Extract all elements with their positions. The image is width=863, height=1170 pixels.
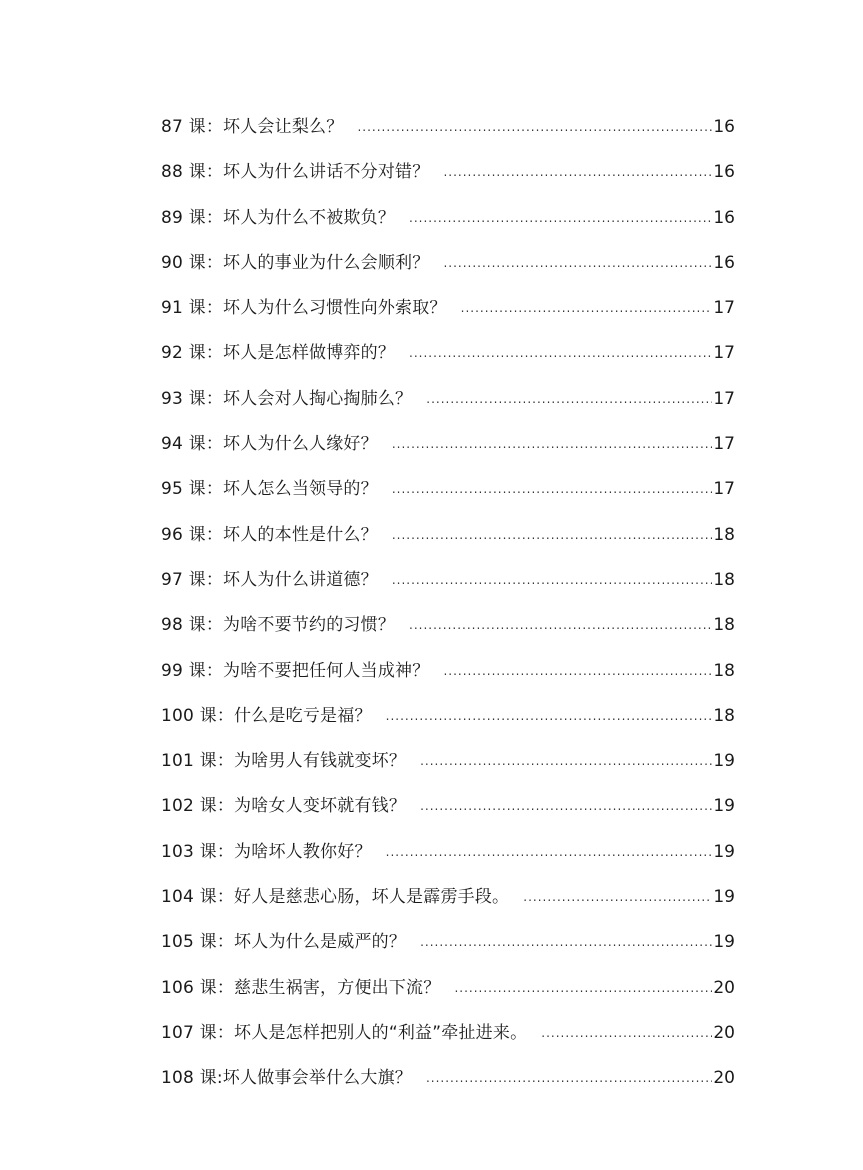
toc-dot-leader bbox=[426, 385, 712, 413]
toc-entry-title: 94 课：坏人为什么人缘好？ bbox=[161, 434, 378, 455]
toc-page-number: 17 bbox=[713, 479, 735, 500]
toc-page-number: 19 bbox=[713, 932, 735, 953]
toc-dot-leader bbox=[420, 792, 712, 820]
toc-dot-leader bbox=[386, 702, 713, 730]
toc-entry-title: 96 课：坏人的本性是什么？ bbox=[161, 524, 378, 545]
table-of-contents bbox=[161, 113, 735, 1110]
toc-entry-title: 98 课：为啥不要节约的习惯？ bbox=[161, 615, 396, 636]
toc-dot-leader bbox=[409, 611, 712, 639]
toc-dot-leader bbox=[443, 657, 712, 685]
toc-page-number: 18 bbox=[713, 660, 735, 681]
toc-entry-title: 103 课：为啥坏人教你好？ bbox=[161, 841, 372, 862]
toc-entry[interactable] bbox=[161, 521, 735, 566]
toc-page-number: 16 bbox=[713, 117, 735, 137]
toc-page-number: 18 bbox=[713, 569, 735, 590]
toc-page-number: 17 bbox=[713, 343, 735, 364]
toc-entry[interactable] bbox=[161, 657, 735, 702]
toc-entry-title: 92 课：坏人是怎样做博弈的？ bbox=[161, 343, 396, 364]
toc-dot-leader bbox=[409, 204, 712, 232]
toc-entry-title: 102 课：为啥女人变坏就有钱？ bbox=[161, 796, 407, 817]
toc-entry-title: 90 课：坏人的事业为什么会顺利？ bbox=[161, 252, 430, 273]
toc-page-number: 20 bbox=[713, 1022, 735, 1043]
toc-page-number: 16 bbox=[713, 252, 735, 273]
toc-entry[interactable] bbox=[161, 883, 735, 928]
toc-page-number: 18 bbox=[713, 524, 735, 545]
toc-dot-leader bbox=[461, 294, 713, 322]
toc-page-number: 20 bbox=[713, 977, 735, 998]
toc-entry[interactable] bbox=[161, 792, 735, 837]
toc-entry[interactable] bbox=[161, 1019, 735, 1064]
toc-dot-leader bbox=[409, 339, 712, 367]
toc-entry[interactable] bbox=[161, 385, 735, 430]
toc-page-number: 16 bbox=[713, 207, 735, 228]
toc-page-number: 18 bbox=[713, 705, 735, 726]
toc-entry-title: 91 课：坏人为什么习惯性向外索取？ bbox=[161, 298, 447, 319]
toc-entry-title: 97 课：坏人为什么讲道德？ bbox=[161, 569, 378, 590]
toc-entry[interactable] bbox=[161, 566, 735, 611]
toc-dot-leader bbox=[443, 158, 712, 186]
toc-dot-leader bbox=[426, 1064, 712, 1092]
toc-entry[interactable] bbox=[161, 611, 735, 656]
toc-entry[interactable] bbox=[161, 339, 735, 384]
toc-entry-title: 100 课：什么是吃亏是福？ bbox=[161, 705, 372, 726]
toc-entry[interactable] bbox=[161, 475, 735, 520]
toc-page-number: 17 bbox=[713, 388, 735, 409]
toc-entry-title: 88 课：坏人为什么讲话不分对错？ bbox=[161, 162, 430, 183]
toc-entry[interactable] bbox=[161, 1064, 735, 1109]
toc-dot-leader bbox=[420, 928, 712, 956]
toc-entry-title: 104 课：好人是慈悲心肠，坏人是霹雳手段。 bbox=[161, 887, 510, 908]
toc-dot-leader bbox=[454, 974, 712, 1002]
toc-entry-title: 107 课：坏人是怎样把别人的“利益”牵扯进来。 bbox=[161, 1022, 528, 1043]
toc-entry-title: 105 课：坏人为什么是威严的？ bbox=[161, 932, 407, 953]
toc-page-number: 20 bbox=[713, 1068, 735, 1089]
toc-page-number: 16 bbox=[713, 162, 735, 183]
toc-page-number: 19 bbox=[713, 751, 735, 772]
toc-entry-title: 95 课：坏人怎么当领导的？ bbox=[161, 479, 378, 500]
toc-page-number: 19 bbox=[713, 887, 735, 908]
toc-entry-title: 89 课：坏人为什么不被欺负？ bbox=[161, 207, 396, 228]
toc-page-number: 17 bbox=[713, 298, 735, 319]
toc-entry[interactable] bbox=[161, 294, 735, 339]
toc-entry-title: 106 课：慈悲生祸害，方便出下流？ bbox=[161, 977, 441, 998]
toc-entry-title: 87 课：坏人会让梨么？ bbox=[161, 117, 344, 137]
toc-entry[interactable] bbox=[161, 430, 735, 475]
toc-entry[interactable] bbox=[161, 204, 735, 249]
toc-dot-leader bbox=[443, 249, 712, 277]
toc-entry-title: 93 课：坏人会对人掏心掏肺么？ bbox=[161, 388, 413, 409]
toc-entry[interactable] bbox=[161, 838, 735, 883]
toc-page-number: 19 bbox=[713, 796, 735, 817]
toc-dot-leader bbox=[392, 475, 713, 503]
toc-dot-leader bbox=[523, 883, 712, 911]
toc-entry[interactable] bbox=[161, 113, 735, 158]
toc-entry[interactable] bbox=[161, 158, 735, 203]
toc-dot-leader bbox=[392, 566, 713, 594]
toc-dot-leader bbox=[420, 747, 712, 775]
toc-entry-title: 101 课：为啥男人有钱就变坏？ bbox=[161, 751, 407, 772]
toc-entry-title: 99 课：为啥不要把任何人当成神？ bbox=[161, 660, 430, 681]
toc-entry[interactable] bbox=[161, 747, 735, 792]
toc-page-number: 17 bbox=[713, 434, 735, 455]
toc-dot-leader bbox=[541, 1019, 712, 1047]
toc-entry[interactable] bbox=[161, 928, 735, 973]
toc-entry[interactable] bbox=[161, 974, 735, 1019]
toc-page-number: 18 bbox=[713, 615, 735, 636]
toc-dot-leader bbox=[392, 521, 713, 549]
toc-entry[interactable] bbox=[161, 702, 735, 747]
toc-dot-leader bbox=[357, 113, 712, 141]
toc-dot-leader bbox=[386, 838, 713, 866]
toc-entry[interactable] bbox=[161, 249, 735, 294]
toc-entry-title: 108 课:坏人做事会举什么大旗？ bbox=[161, 1068, 412, 1089]
toc-dot-leader bbox=[392, 430, 713, 458]
toc-page-number: 19 bbox=[713, 841, 735, 862]
